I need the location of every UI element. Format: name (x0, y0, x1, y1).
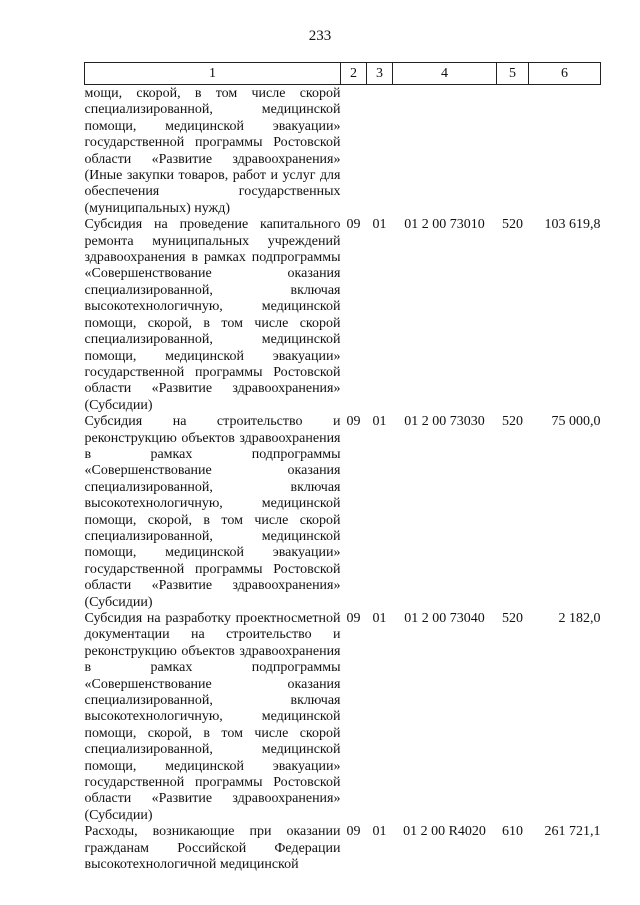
table-row (85, 611, 601, 824)
row-target-code: 01 2 00 73040 (404, 611, 485, 626)
row-expense-type: 520 (502, 414, 523, 430)
page-number: 233 (308, 28, 332, 44)
row-subsection (367, 85, 393, 218)
row-amount: 103 619,8 (544, 217, 601, 233)
row-target-code: 01 2 00 73030 (404, 414, 485, 430)
table-row (85, 217, 601, 414)
header-col-6: 6 (529, 63, 601, 85)
row-description: мощи, скорой, в том числе скорой специализированной, медицинской помощи, медицинской эвакуации» государственной программы Ростовской области «Развитие здравоохранения» (Иные закупки товаров, работ и услуг для обеспечения государственных (муниципальных) нужд) (84, 86, 341, 216)
row-expense-type: 610 (502, 824, 523, 840)
table-row (85, 85, 601, 218)
row-section: 09 (346, 217, 361, 233)
table-row (85, 824, 601, 873)
row-expense-type: 520 (502, 217, 523, 233)
header-col-2: 2 (341, 63, 367, 85)
row-amount (529, 85, 601, 218)
row-expense-type (497, 85, 529, 218)
row-amount: 2 182,0 (558, 611, 601, 626)
budget-table (84, 62, 601, 874)
row-description: Субсидия на проведение капитального ремонта муниципальных учреждений здравоохранения в рамках подпрограммы «Совершенствование оказания специализированной, включая высокотехнологичную, медицинской помощи, скорой, в том числе скорой специализированной, медицинской помощи, медицинской эвакуации» государственной программы Ростовской области «Развитие здравоохранения» (Субсидии) (84, 217, 341, 413)
row-description: Субсидия на разработку проектносметной документации на строительство и реконструкцию объектов здравоохранения в рамках подпрограммы «Совершенствование оказания специализированной, включая высокотехнологичную, медицинской помощи, скорой, в том числе скорой специализированной, медицинской помощи, медицинской эвакуации» государственной программы Ростовской области «Развитие здравоохранения» (Субсидии) (84, 611, 341, 823)
row-subsection: 01 (372, 414, 387, 430)
table-row (85, 414, 601, 611)
row-section: 09 (346, 611, 361, 626)
row-amount: 75 000,0 (551, 414, 601, 430)
row-expense-type: 520 (502, 611, 523, 626)
table-header-row (85, 63, 601, 85)
row-section (341, 85, 367, 218)
row-amount: 261 721,1 (544, 824, 601, 840)
row-target-code: 01 2 00 73010 (404, 217, 485, 233)
header-col-3: 3 (367, 63, 393, 85)
row-description: Субсидия на строительство и реконструкцию объектов здравоохранения в рамках подпрограммы «Совершенствование оказания специализированной, включая высокотехнологичную, медицинской помощи, скорой, в том числе скорой специализированной, медицинской помощи, медицинской эвакуации» государственной программы Ростовской области «Развитие здравоохранения» (Субсидии) (84, 414, 341, 610)
row-subsection: 01 (372, 217, 387, 233)
row-section: 09 (346, 824, 361, 840)
row-description: Расходы, возникающие при оказании гражданам Российской Федерации высокотехнологичной медицинской (84, 824, 341, 873)
row-subsection: 01 (372, 824, 387, 840)
header-col-4: 4 (393, 63, 497, 85)
row-section: 09 (346, 414, 361, 430)
header-col-1: 1 (85, 63, 341, 85)
row-target-code (393, 85, 497, 218)
row-subsection: 01 (372, 611, 387, 626)
header-col-5: 5 (497, 63, 529, 85)
row-target-code: 01 2 00 R4020 (403, 824, 486, 840)
